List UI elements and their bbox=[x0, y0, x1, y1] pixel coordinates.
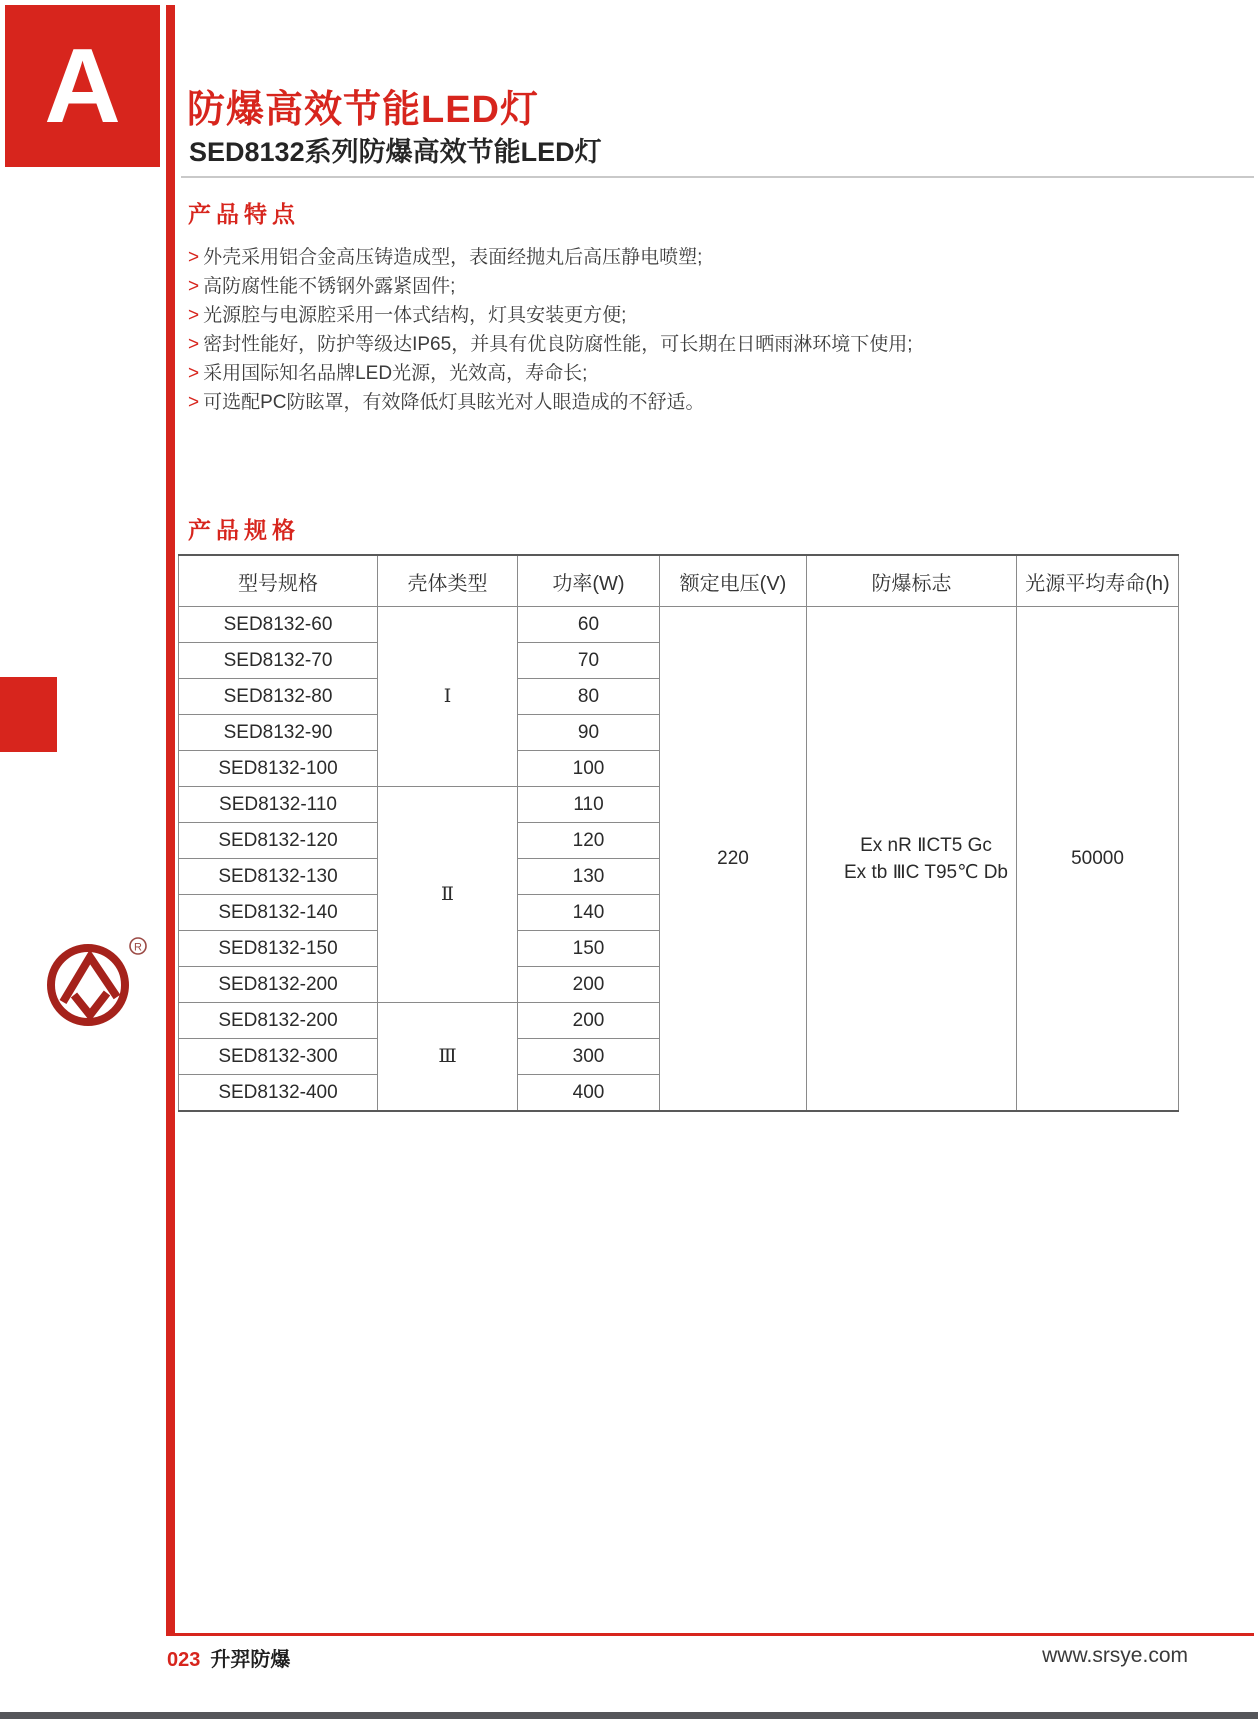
ex-marking-line: Ex tb ⅢC T95℃ Db bbox=[844, 861, 1008, 883]
brand-logo-icon bbox=[44, 936, 148, 1030]
spec-table bbox=[178, 554, 1179, 1112]
bullet-arrow: > bbox=[188, 305, 200, 326]
model-cell: SED8132-90 bbox=[179, 715, 378, 751]
left-accent-block bbox=[0, 677, 57, 752]
col-header-shell-type: 壳体类型 bbox=[378, 555, 518, 607]
power-cell: 200 bbox=[518, 967, 660, 1003]
model-cell: SED8132-110 bbox=[179, 787, 378, 823]
col-header-model: 型号规格 bbox=[179, 555, 378, 607]
shell-type-cell: Ⅰ bbox=[378, 607, 518, 787]
shell-type-cell: Ⅱ bbox=[378, 787, 518, 1003]
model-cell: SED8132-130 bbox=[179, 859, 378, 895]
power-cell: 150 bbox=[518, 931, 660, 967]
power-cell: 80 bbox=[518, 679, 660, 715]
model-cell: SED8132-140 bbox=[179, 895, 378, 931]
bullet-arrow: > bbox=[188, 247, 200, 268]
section-letter-block bbox=[5, 5, 160, 167]
avg-life-cell: 50000 bbox=[1017, 607, 1179, 1112]
model-cell: SED8132-200 bbox=[179, 1003, 378, 1039]
col-header-avg-life: 光源平均寿命(h) bbox=[1017, 555, 1179, 607]
footer-left bbox=[167, 1643, 290, 1672]
ex-marking-cell bbox=[807, 607, 1017, 1112]
svg-text:R: R bbox=[134, 941, 142, 954]
power-cell: 200 bbox=[518, 1003, 660, 1039]
footer-brand: 升羿防爆 bbox=[210, 1649, 291, 1671]
model-cell: SED8132-70 bbox=[179, 643, 378, 679]
feature-item bbox=[188, 333, 1148, 357]
ex-marking-line: Ex nR ⅡCT5 Gc bbox=[860, 834, 992, 856]
spec-table-body bbox=[179, 607, 1179, 1112]
header-divider bbox=[181, 176, 1254, 178]
model-cell: SED8132-100 bbox=[179, 751, 378, 787]
model-cell: SED8132-300 bbox=[179, 1039, 378, 1075]
model-cell: SED8132-60 bbox=[179, 607, 378, 643]
col-header-ex-marking: 防爆标志 bbox=[807, 555, 1017, 607]
page-subtitle: SED8132系列防爆高效节能LED灯 bbox=[189, 137, 602, 167]
power-cell: 400 bbox=[518, 1075, 660, 1112]
page-number: 023 bbox=[167, 1649, 201, 1671]
spec-table-header-row bbox=[179, 555, 1179, 607]
model-cell: SED8132-120 bbox=[179, 823, 378, 859]
shell-type-cell: Ⅲ bbox=[378, 1003, 518, 1112]
feature-text: 光源腔与电源腔采用一体式结构，灯具安装更方便; bbox=[203, 305, 627, 326]
voltage-cell: 220 bbox=[660, 607, 807, 1112]
power-cell: 90 bbox=[518, 715, 660, 751]
model-cell: SED8132-80 bbox=[179, 679, 378, 715]
bullet-arrow: > bbox=[188, 363, 200, 384]
feature-text: 外壳采用铝合金高压铸造成型，表面经抛丸后高压静电喷塑; bbox=[203, 247, 703, 268]
model-cell: SED8132-400 bbox=[179, 1075, 378, 1112]
brand-logo bbox=[44, 936, 148, 1030]
power-cell: 120 bbox=[518, 823, 660, 859]
bullet-arrow: > bbox=[188, 276, 200, 297]
power-cell: 110 bbox=[518, 787, 660, 823]
feature-text: 可选配PC防眩罩，有效降低灯具眩光对人眼造成的不舒适。 bbox=[203, 392, 705, 413]
feature-list bbox=[188, 246, 1148, 415]
power-cell: 100 bbox=[518, 751, 660, 787]
power-cell: 130 bbox=[518, 859, 660, 895]
vertical-red-rule bbox=[166, 5, 175, 1635]
footer-website: www.srsye.com bbox=[1042, 1644, 1188, 1667]
features-heading: 产品特点 bbox=[188, 201, 300, 227]
power-cell: 60 bbox=[518, 607, 660, 643]
power-cell: 70 bbox=[518, 643, 660, 679]
spec-row bbox=[179, 607, 1179, 643]
footer-divider bbox=[166, 1633, 1254, 1636]
feature-text: 密封性能好，防护等级达IP65，并具有优良防腐性能，可长期在日晒雨淋环境下使用; bbox=[203, 334, 913, 355]
feature-item bbox=[188, 304, 1148, 328]
product-features-section bbox=[188, 196, 1148, 420]
power-cell: 300 bbox=[518, 1039, 660, 1075]
page-title: 防爆高效节能LED灯 bbox=[187, 89, 540, 131]
bullet-arrow: > bbox=[188, 392, 200, 413]
feature-item bbox=[188, 391, 1148, 415]
feature-text: 高防腐性能不锈钢外露紧固件; bbox=[203, 276, 456, 297]
feature-text: 采用国际知名品牌LED光源，光效高，寿命长; bbox=[203, 363, 588, 384]
bottom-edge-bar bbox=[0, 1712, 1258, 1719]
feature-item bbox=[188, 246, 1148, 270]
bullet-arrow: > bbox=[188, 334, 200, 355]
col-header-power: 功率(W) bbox=[518, 555, 660, 607]
power-cell: 140 bbox=[518, 895, 660, 931]
feature-item bbox=[188, 362, 1148, 386]
specs-heading: 产品规格 bbox=[188, 517, 300, 543]
section-letter: A bbox=[44, 27, 121, 145]
feature-item bbox=[188, 275, 1148, 299]
model-cell: SED8132-200 bbox=[179, 967, 378, 1003]
model-cell: SED8132-150 bbox=[179, 931, 378, 967]
col-header-voltage: 额定电压(V) bbox=[660, 555, 807, 607]
